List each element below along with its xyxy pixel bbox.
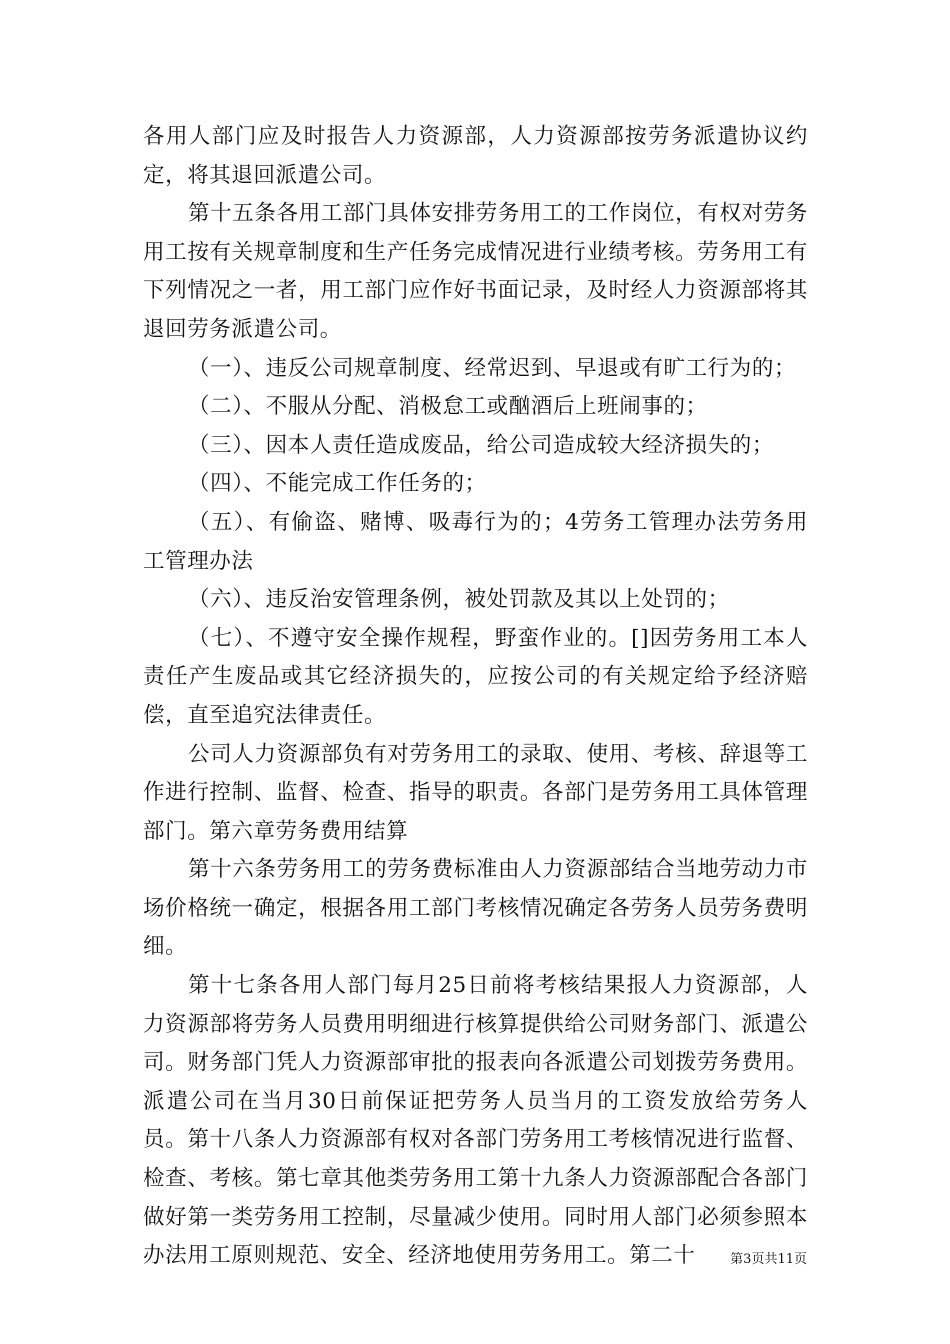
list-item-4: （四）、不能完成工作任务的； (188, 471, 487, 497)
list-item-1: （一）、违反公司规章制度、经常迟到、早退或有旷工行为的； (188, 355, 797, 381)
page-footer: 第3页共11页 (730, 1252, 807, 1267)
paragraph-article-15: 第十五条各用工部门具体安排劳务用工的工作岗位，有权对劳务用工按有关规章制度和生产任务完成情况进行业绩考核。劳务用工有下列情况之一者，用工部门应作好书面记录，及时经人力资源部将其退回劳务派遣公司。 (143, 201, 808, 342)
document-body (143, 118, 808, 1276)
paragraph-hr-duties: 公司人力资源部负有对劳务用工的录取、使用、考核、辞退等工作进行控制、监督、检查、指导的职责。各部门是劳务用工具体管理部门。第六章劳务费用结算 (143, 741, 808, 844)
list-item-2: （二）、不服从分配、消极怠工或酗酒后上班闹事的； (188, 394, 708, 420)
paragraph-article-17: 第十七条各用人部门每月25日前将考核结果报人力资源部，人力资源部将劳务人员费用明细进行核算提供给公司财务部门、派遣公司。财务部门凭人力资源部审批的报表向各派遣公司划拨劳务费用。派遣公司在当月30日前保证把劳务人员当月的工资发放给劳务人员。第十八条人力资源部有权对各部门劳务用工考核情况进行监督、检查、考核。第七章其他类劳务用工第十九条人力资源部配合各部门做好第一类劳务用工控制，尽量减少使用。同时用人部门必须参照本办法用工原则规范、安全、经济地使用劳务用工。第二十 (143, 973, 808, 1269)
list-item-6: （六）、违反治安管理条例，被处罚款及其以上处罚的； (188, 587, 730, 613)
list-item-5: （五）、有偷盗、赌博、吸毒行为的；4劳务工管理办法劳务用工管理办法 (143, 509, 808, 574)
paragraph-article-16: 第十六条劳务用工的劳务费标准由人力资源部结合当地劳动力市场价格统一确定，根据各用工部门考核情况确定各劳务人员劳务费明细。 (143, 857, 808, 960)
paragraph-continuation: 各用人部门应及时报告人力资源部，人力资源部按劳务派遣协议约定，将其退回派遣公司。 (143, 124, 808, 188)
list-item-3: （三）、因本人责任造成废品，给公司造成较大经济损失的； (188, 432, 774, 458)
list-item-7: （七）、不遵守安全操作规程，野蛮作业的。[]因劳务用工本人责任产生废品或其它经济损失的，应按公司的有关规定给予经济赔偿，直至追究法律责任。 (143, 625, 808, 728)
